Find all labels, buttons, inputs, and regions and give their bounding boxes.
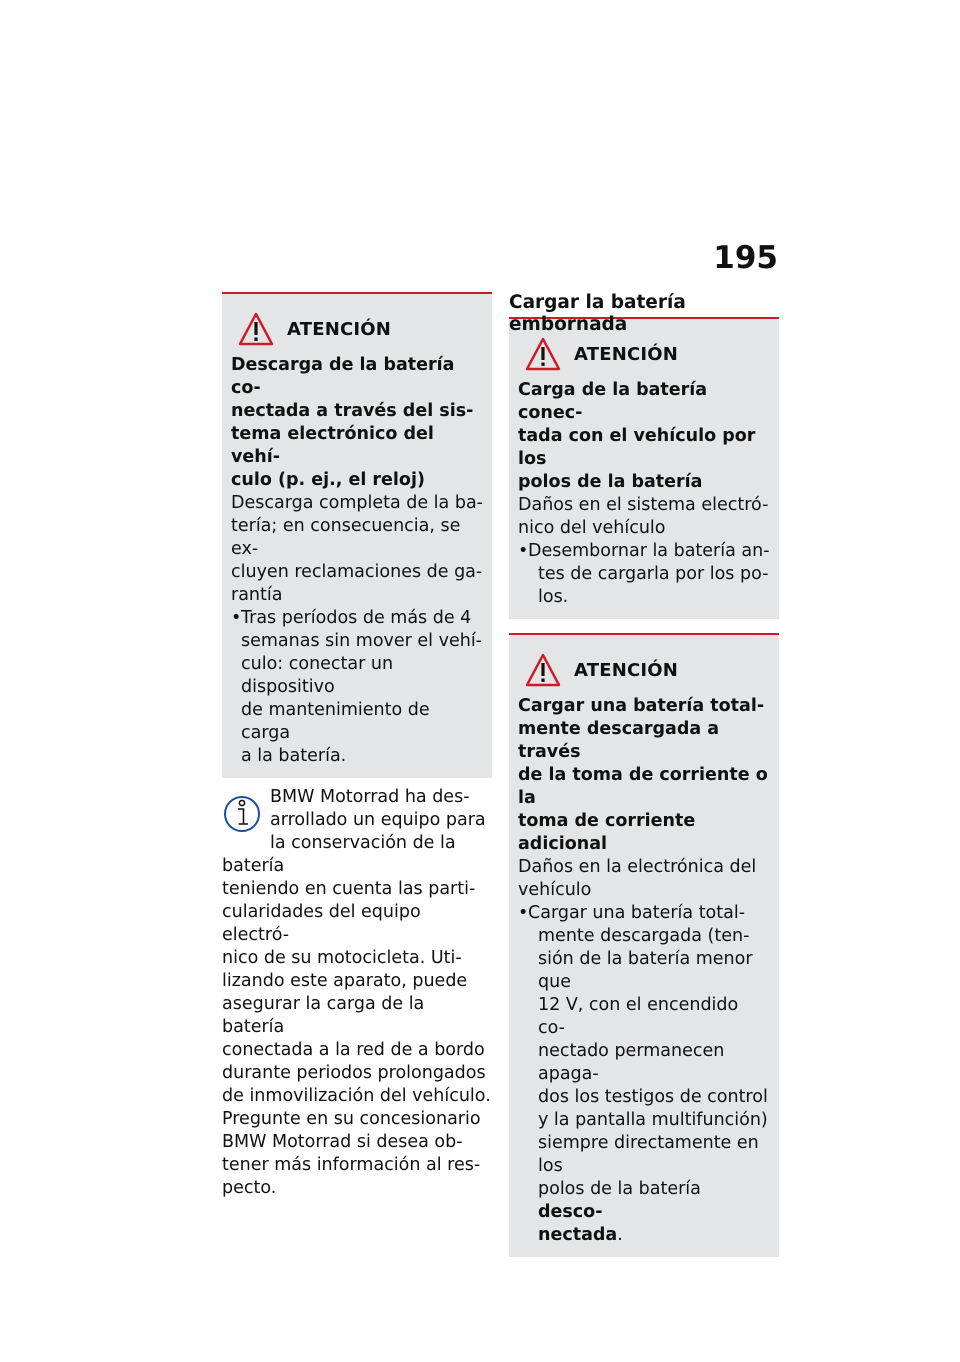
warning-label: ATENCIÓN	[287, 318, 392, 340]
warning-measure-bullet: • Cargar una batería total- mente descargada (ten- sión de la batería menor que 12 V, con el encendido co- nectado permanecen apaga- dos los testigos de control y la pantalla multifunción) siempre directamente en los polos de la batería desco- nectada.	[518, 902, 770, 1247]
warning-triangle-icon	[524, 652, 562, 688]
warning-consequence: Descarga completa de la ba- tería; en consecuencia, se ex- cluyen reclamaciones de ga- rantía	[231, 493, 483, 605]
info-block-maintenance-charger	[222, 786, 492, 1200]
warning-header	[237, 306, 483, 352]
warning-title: Carga de la batería conec- tada con el vehículo por los polos de la batería	[518, 380, 756, 492]
warning-triangle-icon	[524, 336, 562, 372]
warning-triangle-icon	[237, 311, 275, 347]
warning-consequence: Daños en la electrónica del vehículo	[518, 857, 757, 900]
left-column	[222, 292, 492, 1200]
right-column	[509, 292, 779, 1257]
info-icon	[222, 788, 262, 836]
warning-header	[524, 331, 770, 377]
spacer	[509, 619, 779, 633]
warning-label: ATENCIÓN	[574, 343, 679, 365]
section-title: Cargar la batería embornada	[509, 292, 686, 335]
info-text: BMW Motorrad ha des- arrollado un equipo para la conservación de la batería teniendo en cuenta las parti- cularidades del equipo electró- nico de su motocicleta. Uti- lizando este aparato, puede asegurar la carga de la batería conectada a la red de a bordo durante periodos prolongados de inmovilización del vehículo. Pregunte en su concesionario BMW Motorrad si desea ob- tener más información al res- pecto.	[222, 787, 491, 1198]
warning-label: ATENCIÓN	[574, 659, 679, 681]
warning-title: Cargar una batería total- mente descargada a través de la toma de corriente o la toma de corriente adicional	[518, 696, 768, 854]
warning-consequence: Daños en el sistema electró- nico del vehículo	[518, 495, 769, 538]
page-number: 195	[713, 240, 778, 276]
warning-measure-bullet: • Desembornar la batería an- tes de cargarla por los po- los.	[518, 540, 770, 609]
warning-title: Descarga de la batería co- nectada a través del sis- tema electrónico del vehí- culo (p. ej., el reloj)	[231, 355, 474, 490]
emphasis-disconnected-cont: nectada	[538, 1225, 618, 1245]
warning-box-battery-discharge	[222, 292, 492, 778]
warning-box-fully-discharged	[509, 633, 779, 1257]
warning-measure-bullet: • Tras períodos de más de 4 semanas sin mover el vehí- culo: conectar un dispositivo de mantenimiento de carga a la batería.	[231, 607, 483, 768]
warning-box-connected-charging	[509, 317, 779, 619]
warning-header	[524, 647, 770, 693]
emphasis-disconnected: desco-	[538, 1202, 603, 1222]
